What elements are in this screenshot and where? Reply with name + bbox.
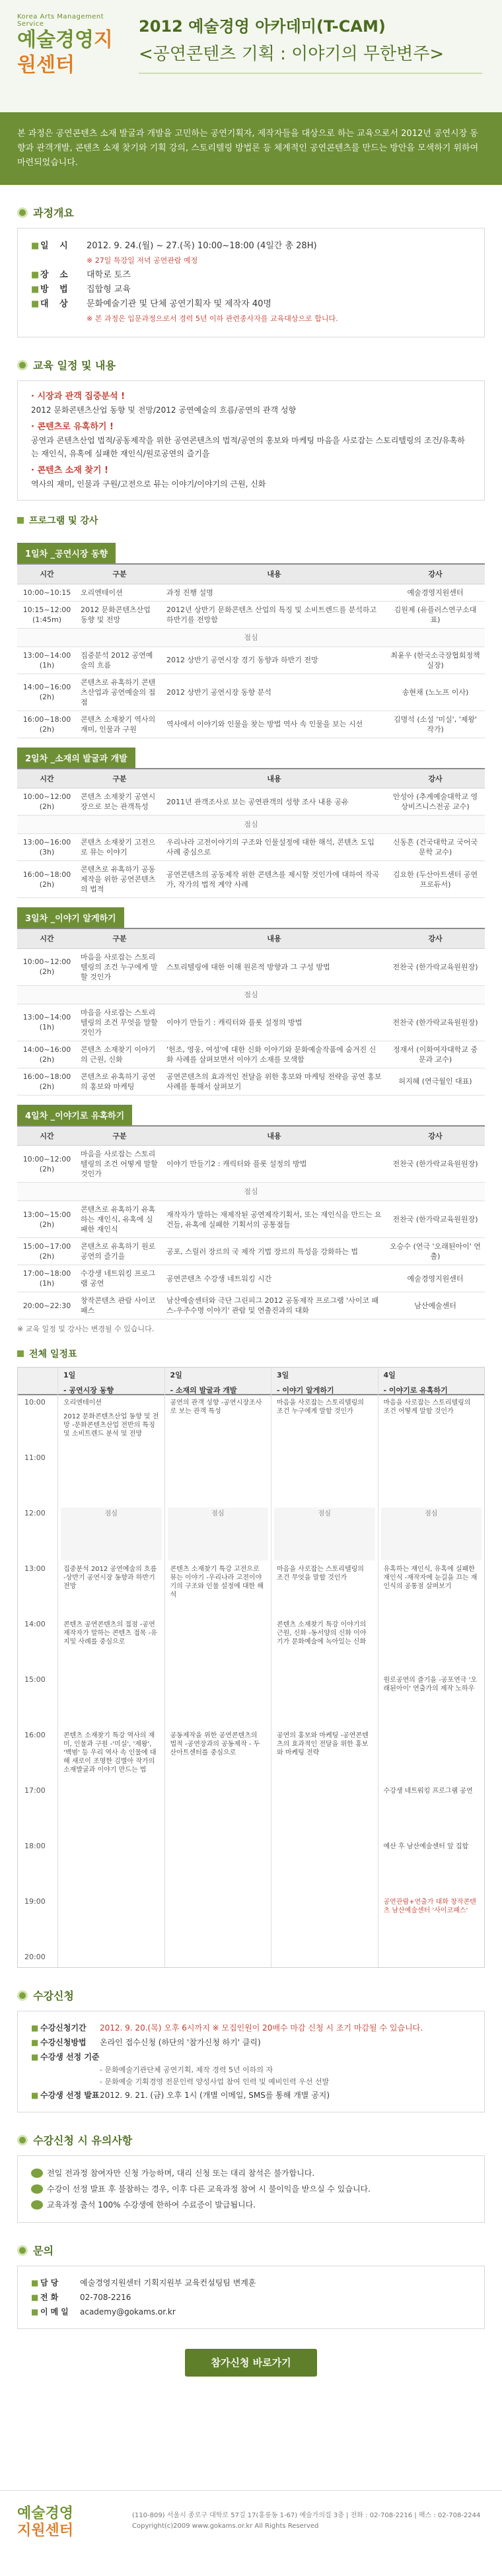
apply-value: 2012. 9. 21. (금) 오후 1시 (개별 이메일, SMS를 통해 개별 공지) <box>100 2091 330 2100</box>
content-heading: · 시장과 관객 집중분석 ! <box>31 392 125 401</box>
time-label: 17:00 <box>24 1786 46 1795</box>
bullet-icon: ■ <box>31 2091 39 2100</box>
speaker-cell: 정재서 (이화여자대학교 중문과 교수) <box>386 1041 485 1068</box>
content-cell: 과정 진행 설명 <box>162 584 386 601</box>
category-cell: 콘텐츠로 유혹하기 공동제작을 위한 공연콘텐츠의 법적 <box>77 861 162 898</box>
overview-row <box>31 283 471 297</box>
overview-row <box>31 297 471 326</box>
content-cell: 이야기 만들기 : 캐릭터와 플롯 설정의 방법 <box>162 1004 386 1041</box>
time-label: 15:00 <box>24 1675 46 1684</box>
content-cell: 재작자가 말하는 재제작된 공연제작기획서, 또는 재인식을 만드는 요건들, 유혹에 실패한 기획서의 공통점들 <box>162 1201 386 1238</box>
overview-box <box>17 228 485 337</box>
speaker-cell: 전찬국 (한가락교육원원장) <box>386 1146 485 1183</box>
category-cell: 콘텐츠로 유혹하기 콘텐츠산업과 공연예술의 접점 <box>77 674 162 711</box>
footer-address: (110-809) 서울시 종로구 대학로 57길 17(홍릉동 1-67) 예술가의집 3층 | 전화 : 02-708-2216 | 팩스 : 02-708-2244 <box>132 2512 481 2519</box>
speaker-cell: 오승수 (연극 '오래된아이' 연출) <box>386 1238 485 1265</box>
course-title: <공연콘텐츠 기획 : 이야기의 무한변주> <box>139 44 445 64</box>
timetable <box>17 1367 485 1968</box>
timetable-day-header <box>57 1368 164 1394</box>
overview-value: 대학로 토즈 <box>87 270 131 280</box>
table-row <box>17 834 485 861</box>
content-cell: 남산예술센터와 극단 그린피그 2012 공동제작 프로그램 '사이코 패스-우주수명 이야기' 관람 및 연출진과의 대화 <box>162 1292 386 1319</box>
time-cell: 10:00~12:00 (2h) <box>17 788 77 816</box>
footer-logo-accent: 지원센터 <box>17 2523 74 2539</box>
overview-value: 집합형 교육 <box>87 285 131 295</box>
category-cell: 콘텐츠로 유혹하기 유혹하는 재인식, 유혹에 실패한 재인식 <box>77 1201 162 1238</box>
content-text: 역사의 재미, 인물과 구원/고전으로 뮤는 이야기/이야기의 근원, 신화 <box>31 479 266 489</box>
table-row <box>17 584 485 601</box>
contact-row <box>31 2290 471 2305</box>
timetable-cell: 공동제작을 위한 공연콘텐츠의 법적 -공연장과의 공동제작 - 두산아트센터를 중심으로 <box>170 1732 260 1757</box>
time-label: 16:00 <box>24 1731 46 1739</box>
section-title: 과정개요 <box>33 207 74 219</box>
table-row <box>17 646 485 674</box>
lunch-cell: 점심 <box>17 628 485 646</box>
category-cell: 콘텐츠 소재찾기 공연시장으로 보는 관객특성 <box>77 788 162 816</box>
table-row <box>17 1146 485 1183</box>
time-cell: 13:00~15:00 (2h) <box>17 1201 77 1238</box>
content-cell: 우리나라 고전이야기의 구조와 인물설정에 대한 해석, 콘텐츠 도입 사례 중심으로 <box>162 834 386 861</box>
table-row <box>17 601 485 628</box>
apply-value: 온라인 접수신청 (하단의 '참가신청 하기' 클릭) <box>100 2038 261 2047</box>
square-bullet-icon <box>17 1350 24 1357</box>
apply-label: 수강신청기간 <box>40 2023 87 2033</box>
overview-label: 장 소 <box>40 270 72 280</box>
bullet-icon <box>17 2245 28 2256</box>
column-header: 내용 <box>162 769 386 788</box>
table-row <box>17 788 485 816</box>
category-cell: 2012 문화콘텐츠산업 동향 및 전망 <box>77 601 162 628</box>
timetable-day-header <box>378 1368 485 1394</box>
day-label: 3일차 _이야기 알게하기 <box>17 907 124 928</box>
content-cell: 2012 상반기 공연시장 동향 분석 <box>162 674 386 711</box>
program-table <box>17 563 485 738</box>
time-cell: 14:00~16:00 (2h) <box>17 674 77 711</box>
bullet-icon: ■ <box>31 299 40 309</box>
apply-box <box>17 2011 485 2112</box>
timetable-section <box>0 1347 502 1968</box>
footer <box>0 2490 502 2576</box>
section-title: 교육 일정 및 내용 <box>33 359 116 372</box>
time-cell: 16:00~18:00 (2h) <box>17 711 77 738</box>
time-label: 10:00 <box>24 1398 46 1407</box>
caution-text: 전일 전과정 참여자만 신청 가능하며, 대리 신청 또는 대리 참석은 불가합니다. <box>47 2169 315 2178</box>
apply-row <box>31 2088 471 2103</box>
bullet-icon: ■ <box>31 285 40 295</box>
table-row <box>17 674 485 711</box>
speaker-cell: 안성아 (추계예술대학교 영상비즈니스전공 교수) <box>386 788 485 816</box>
apply-row <box>31 2035 471 2050</box>
speaker-cell: 김원제 (유플러스연구소대표) <box>386 601 485 628</box>
lunch-cell: 점심 <box>168 1508 269 1560</box>
section-title: 수강신청 <box>33 1990 74 2002</box>
bullet-icon <box>17 360 28 370</box>
timetable-cell: 마음을 사로잡는 스토리텔링의 조건 무엇을 말할 것인가 <box>277 1566 364 1582</box>
check-icon <box>31 2169 43 2178</box>
speaker-cell: 전찬국 (한가락교육원원장) <box>386 1201 485 1238</box>
content-cell: 2012 상반기 공연시장 경기 동향과 하반기 전망 <box>162 646 386 674</box>
apply-value <box>100 2050 471 2064</box>
overview-label: 일 시 <box>40 241 72 251</box>
content-cell: 2011년 관객조사로 보는 공연관객의 성향 조사 내용 공유 <box>162 788 386 816</box>
caution-item <box>31 2165 471 2181</box>
timetable-cell: 콘텐츠 소재찾기 특강 이야기의 근원, 신화 -동서양의 신화 이야기가 문화예술에 녹아있는 신화 <box>277 1621 367 1646</box>
contact-row <box>31 2305 471 2319</box>
column-header: 강사 <box>386 928 485 948</box>
column-header: 시간 <box>17 564 77 584</box>
timetable-title: 전체 일정표 <box>29 1349 77 1360</box>
overview-label: 대 상 <box>40 299 72 309</box>
column-header: 강사 <box>386 564 485 584</box>
content-heading: · 콘텐츠로 유혹하기 ! <box>31 422 114 432</box>
timetable-column <box>164 1395 271 1967</box>
content-cell: 공연콘텐츠의 효과적인 전달을 위한 홍보와 마케팅 전략을 공연 홍보 사례를 통해서 살펴보기 <box>162 1068 386 1095</box>
timetable-cell: 원로공연의 즐기을 -공포연극 '오래된아이' 연출가의 제작 노하우 <box>383 1677 477 1692</box>
apply-row <box>31 2050 471 2064</box>
timetable-column <box>378 1395 485 1967</box>
bullet-icon: ■ <box>31 241 40 251</box>
category-cell: 마음을 사로잡는 스토리텔링의 조건 무엇을 말할 것인가 <box>77 1004 162 1041</box>
category-cell: 수강생 네트워킹 프로그램 공연 <box>77 1265 162 1292</box>
time-label: 13:00 <box>24 1564 46 1573</box>
column-header: 내용 <box>162 1126 386 1146</box>
bullet-icon: ■ <box>31 2052 39 2062</box>
timetable-header <box>18 1368 484 1395</box>
time-cell: 16:00~18:00 (2h) <box>17 861 77 898</box>
category-cell: 콘텐츠 소재찾기 고전으로 뮤는 이야기 <box>77 834 162 861</box>
program-section <box>0 514 502 1334</box>
category-cell: 마음을 사로잡는 스토리텔링의 조건 누구에게 말할 것인가 <box>77 948 162 985</box>
bullet-icon <box>17 1990 28 2001</box>
content-cell: 이야기 만들기2 : 캐릭터와 플롯 설정의 방법 <box>162 1146 386 1183</box>
content-cell: 공연콘텐츠의 공동제작 위한 콘텐츠를 제시할 것인가에 대하여 작곡가, 작가의 법적 계약 사례 <box>162 861 386 898</box>
table-row <box>17 1004 485 1041</box>
program-table <box>17 1125 485 1320</box>
apply-button[interactable]: 참가신청 바로가기 <box>185 2349 317 2377</box>
content-text: 공연과 콘텐츠산업 법적/공동제작을 위한 공연콘텐츠의 법적/공연의 홍보와 마케팅 마음을 사로잡는 스토리텔링의 조건/유혹하는 재인식, 유혹에 실패한 재인식/원로공연의 즐기을 <box>31 436 465 458</box>
section-title: 문의 <box>33 2245 54 2257</box>
timetable-column <box>271 1395 378 1967</box>
content-cell: 스토리텔링에 대한 이해 원론적 방향과 그 구성 방법 <box>162 948 386 985</box>
content-cell: '헌조, 영웅, 여성'에 대한 신화 이야기와 문화예술작품에 숨겨진 신화 사례를 살펴보면서 이야기 소재를 모색함 <box>162 1041 386 1068</box>
section-title: 수강신청 시 유의사항 <box>33 2134 133 2147</box>
table-row <box>17 1201 485 1238</box>
program-days <box>17 534 485 1319</box>
caution-text: 교육과정 출석 100% 수강생에 한하여 수료증이 발급됩니다. <box>47 2200 256 2210</box>
bullet-icon: ■ <box>31 2023 39 2033</box>
caution-section <box>0 2132 502 2223</box>
day-subtitle: - 소재의 발굴과 개발 <box>164 1383 271 1398</box>
contact-label: 담당 <box>40 2278 61 2287</box>
contact-row <box>31 2276 471 2290</box>
column-header: 강사 <box>386 1126 485 1146</box>
timetable-day-header <box>164 1368 271 1394</box>
day-subtitle: - 이야기 알게하기 <box>271 1383 378 1398</box>
overview-note: ※ 27일 특강일 저녁 공연관람 예정 <box>87 256 198 265</box>
program-table <box>17 768 485 899</box>
header <box>0 0 502 112</box>
content-cell: 공포, 스릴러 장르의 국 제작 기법 장르의 특성을 강화하는 법 <box>162 1238 386 1265</box>
content-text: 2012 문화콘텐츠산업 동향 및 전망/2012 공연예술의 흐름/공연의 관객 성향 <box>31 405 297 415</box>
speaker-cell: 송현채 (노노프 이사) <box>386 674 485 711</box>
time-cell: 10:15~12:00 (1:45m) <box>17 601 77 628</box>
contact-value[interactable]: academy@gokams.or.kr <box>80 2307 176 2316</box>
contact-section <box>0 2243 502 2329</box>
column-header: 내용 <box>162 564 386 584</box>
category-cell: 집중분석 2012 공연예술의 흐름 <box>77 646 162 674</box>
timetable-cell: 수강생 네트워킹 프로그램 공연 <box>383 1788 473 1795</box>
time-label: 20:00 <box>24 1953 46 1961</box>
timetable-cell: 오리엔테이션 <box>63 1399 102 1407</box>
column-header: 시간 <box>17 928 77 948</box>
column-header: 구분 <box>77 564 162 584</box>
speaker-cell: 허지혜 (연극월인 대표) <box>386 1068 485 1095</box>
day-label: 1일차 _공연시장 동향 <box>17 543 116 563</box>
contact-label: 이메일 <box>40 2307 71 2316</box>
category-cell: 오리엔테이션 <box>77 584 162 601</box>
column-header: 구분 <box>77 1126 162 1146</box>
table-row <box>17 628 485 646</box>
square-bullet-icon <box>17 517 24 524</box>
footer-copyright: Copyright(c)2009 www.gokams.or.kr All Rights Reserved <box>132 2523 319 2530</box>
time-cell: 10:00~10:15 <box>17 584 77 601</box>
table-row <box>17 1238 485 1265</box>
overview-value: 2012. 9. 24.(월) ~ 27.(목) 10:00~18:00 (4일간 총 28H) ※ 27일 특강일 저녁 공연관람 예정 <box>87 239 471 268</box>
bullet-icon <box>17 2135 28 2145</box>
speaker-cell: 전찬국 (한가락교육원원장) <box>386 948 485 985</box>
column-header: 구분 <box>77 928 162 948</box>
time-label: 12:00 <box>24 1509 46 1517</box>
speaker-cell: 김요한 (두산아트센터 공연프로듀서) <box>386 861 485 898</box>
apply-section <box>0 1988 502 2112</box>
bullet-icon: ■ <box>31 2038 39 2047</box>
footer-logo <box>17 2505 73 2540</box>
title-block <box>139 13 482 65</box>
timetable-columns <box>57 1395 484 1967</box>
table-row <box>17 1265 485 1292</box>
speaker-cell: 예술경영지원센터 <box>386 584 485 601</box>
bullet-icon: ■ <box>31 2307 39 2316</box>
program-title: 프로그램 및 강사 <box>29 516 98 526</box>
day-number: 1일 <box>57 1368 164 1383</box>
category-cell: 콘텐츠로 유혹하기 공연의 홍보와 마케팅 <box>77 1068 162 1095</box>
caution-text: 수강이 선정 발표 후 불참하는 경우, 이후 다른 교육과정 참여 시 불이익을 받으실 수 있습니다. <box>47 2184 371 2194</box>
time-cell: 16:00~18:00 (2h) <box>17 1068 77 1095</box>
check-icon <box>31 2200 43 2210</box>
table-row <box>17 1041 485 1068</box>
table-row <box>17 985 485 1004</box>
category-cell: 마음을 사로잡는 스토리텔링의 조건 어떻게 말할 것인가 <box>77 1146 162 1183</box>
day-label: 2일차 _소재의 발굴과 개발 <box>17 748 135 768</box>
time-label: 11:00 <box>24 1453 46 1462</box>
day-subtitle: - 공연시장 동향 <box>57 1383 164 1398</box>
time-cell: 13:00~16:00 (3h) <box>17 834 77 861</box>
timetable-cell: 공연의 홍보와 마케팅 -공연콘텐츠의 효과적인 전달을 위한 홍보와 마케팅 전략 <box>277 1732 369 1757</box>
overview-row <box>31 268 471 283</box>
column-header: 시간 <box>17 1126 77 1146</box>
apply-sub-item: - 문화예술기관단체 공연기획, 제작 경력 5년 이하의 자 <box>100 2066 273 2074</box>
content-cell: 2012년 상반기 문화콘텐츠 산업의 특징 및 소비트렌드를 분석하고 하반기를 전망함 <box>162 601 386 628</box>
timetable-cell: 유혹하는 재인식, 유혹에 실패한 재인식 -재작자에 눈길을 끄는 재인식의 공통점 살펴보기 <box>383 1566 478 1590</box>
time-cell: 10:00~12:00 (2h) <box>17 1146 77 1183</box>
apply-row <box>31 2021 471 2035</box>
logo-accent-text: 지원센터 <box>17 28 113 77</box>
apply-label: 수강생 선정 기준 <box>40 2052 100 2062</box>
lunch-cell: 점심 <box>381 1508 482 1560</box>
academy-title: 2012 예술경영 아카데미(T-CAM) <box>139 17 386 36</box>
intro-text: 본 과정은 공연콘텐츠 소재 발굴과 개발을 고민하는 공연기획자, 제작자들을 대상으로 하는 교육으로서 2012년 공연시장 동향과 관객개발, 콘텐츠 소재 찾기와 기획 강의, 스토리텔링 방법론 등 체계적인 공연콘텐츠를 만드는 방안을 모색하기 위하여 마련되었습니다. <box>0 112 502 185</box>
overview-row <box>31 239 471 268</box>
content-cell: 공연콘텐츠 수강생 네트워킹 시간 <box>162 1265 386 1292</box>
bullet-icon: ■ <box>31 270 40 280</box>
column-header: 시간 <box>17 769 77 788</box>
timetable-cell: 마음을 사로잡는 스토리텔링의 조건 누구에게 말할 것인가 <box>277 1399 364 1415</box>
overview-value: 문화예술기관 및 단체 공연기획자 및 제작자 40명 ※ 본 과정은 입문과정으로서 경력 5년 이하 관련종사자를 교육대상으로 합니다. <box>87 297 471 326</box>
content-cell: 역사에서 이야기와 인물을 찾는 방법 역사 속 인물을 보는 시선 <box>162 711 386 738</box>
day-number: 4일 <box>378 1368 485 1383</box>
apply-label: 수강신청방법 <box>40 2038 87 2047</box>
time-label: 14:00 <box>24 1620 46 1628</box>
category-cell: 콘텐츠로 유혹하기 원로공연의 즐기을 <box>77 1238 162 1265</box>
logo <box>17 13 129 78</box>
lunch-cell: 점심 <box>274 1508 375 1560</box>
lunch-cell: 점심 <box>17 985 485 1004</box>
day-label: 4일차 _이야기로 유혹하기 <box>17 1105 132 1125</box>
overview-section <box>0 205 502 337</box>
time-label: 18:00 <box>24 1842 46 1850</box>
check-icon <box>31 2184 43 2194</box>
footer-logo-main: 예술경영 <box>17 2505 74 2522</box>
contact-box <box>17 2266 485 2329</box>
bullet-icon <box>17 207 28 218</box>
bullet-icon: ■ <box>31 2278 39 2287</box>
table-row <box>17 816 485 834</box>
speaker-cell: 예술경영지원센터 <box>386 1265 485 1292</box>
day-subtitle: - 이야기로 유혹하기 <box>378 1383 485 1398</box>
timetable-cell: 집중분석 2012 공연예술의 흐름 -상반기 공연시장 동향과 하반기 전망 <box>63 1566 157 1590</box>
timetable-cell: 콘텐츠 공연콘텐츠의 접점 -공연제작자가 말하는 콘텐츠 접목 -유지및 사례를 중심으로 <box>63 1621 157 1646</box>
content-box <box>17 380 485 501</box>
header-divider <box>139 73 482 74</box>
apply-sub-item: - 문화예술 기획경영 전문인력 양성사업 참여 인력 및 예비인력 우선 선발 <box>100 2077 330 2086</box>
speaker-cell: 신동흔 (건국대학교 국어국문학 교수) <box>386 834 485 861</box>
content-section <box>0 357 502 501</box>
table-row <box>17 1068 485 1095</box>
program-table <box>17 928 485 1096</box>
logo-main-text: 예술경영 <box>17 28 94 52</box>
timetable-column <box>57 1395 164 1967</box>
time-cell: 13:00~14:00 (1h) <box>17 1004 77 1041</box>
timetable-cell: 콘텐츠 소재찾기 특강 고전으로 뮤는 이야기 -우리나라 고전이야기의 구조와 인물 설정에 대한 해석 <box>170 1566 264 1599</box>
speaker-cell: 김명석 (소설 '미실', '제왕' 작가) <box>386 711 485 738</box>
table-row <box>17 1183 485 1201</box>
speaker-cell: 최윤우 (한국소극장협회정책실장) <box>386 646 485 674</box>
timetable-cell: 공연의 관객 성향 -공연시장조사로 보는 관객 특성 <box>170 1399 262 1415</box>
caution-item <box>31 2181 471 2197</box>
table-row <box>17 861 485 898</box>
speaker-cell: 전찬국 (한가락교육원원장) <box>386 1004 485 1041</box>
time-label: 19:00 <box>24 1897 46 1906</box>
contact-label: 전화 <box>40 2293 61 2302</box>
content-heading: · 콘텐츠 소재 찾기 ! <box>31 466 108 475</box>
program-note: ※ 교육 일정 및 강사는 변경될 수 있습니다. <box>17 1325 155 1333</box>
timetable-day-header <box>271 1368 378 1394</box>
caution-box <box>17 2155 485 2223</box>
category-cell: 콘텐츠 소재찾기 이야기의 근원, 신화 <box>77 1041 162 1068</box>
table-row <box>17 1292 485 1319</box>
category-cell: 콘텐츠 소재찾기 역사의 재미, 인물과 구원 <box>77 711 162 738</box>
category-cell: 창작콘텐츠 관람 사이코패스 <box>77 1292 162 1319</box>
logo-subtitle: Korea Arts Management Service <box>17 13 104 28</box>
apply-label: 수강생 선정 발표 <box>40 2091 100 2100</box>
bullet-icon: ■ <box>31 2293 39 2302</box>
timetable-cell: 예산 후 남산예술센터 앞 집합 <box>383 1843 469 1850</box>
time-cell: 20:00~22:30 <box>17 1292 77 1319</box>
timetable-cell: 마음을 사로잡는 스토리텔링의 조건 어떻게 말할 것인가 <box>383 1399 471 1415</box>
time-cell: 13:00~14:00 (1h) <box>17 646 77 674</box>
time-cell: 17:00~18:00 (1h) <box>17 1265 77 1292</box>
speaker-cell: 남산예술센터 <box>386 1292 485 1319</box>
contact-value: 예술경영지원센터 기획지원부 교육컨설팅팀 변계훈 <box>80 2278 256 2287</box>
table-row <box>17 948 485 985</box>
timetable-cell: 2012 문화콘텐츠산업 동향 및 전망 -문화콘텐츠산업 전반의 특징 및 소비트렌드 분석 및 전망 <box>63 1413 159 1438</box>
lunch-cell: 점심 <box>17 1183 485 1201</box>
caution-item <box>31 2197 471 2213</box>
time-cell: 10:00~12:00 (2h) <box>17 948 77 985</box>
table-row <box>17 711 485 738</box>
column-header: 강사 <box>386 769 485 788</box>
time-cell: 14:00~16:00 (2h) <box>17 1041 77 1068</box>
overview-note: ※ 본 과정은 입문과정으로서 경력 5년 이하 관련종사자를 교육대상으로 합니다. <box>87 314 338 323</box>
timetable-cell: 콘텐츠 소재찾기 특강 역사의 재미, 인물과 구원 -'미실', '제왕', '백범' 등 우리 역사 속 인물에 대해 새로이 조명한 김별아 작가의 소재발굴과 이야기 만드는 법 <box>63 1732 157 1774</box>
overview-label: 방 법 <box>40 285 72 295</box>
column-header: 내용 <box>162 928 386 948</box>
lunch-cell: 점심 <box>61 1508 162 1560</box>
day-number: 3일 <box>271 1368 378 1383</box>
lunch-cell: 점심 <box>17 816 485 834</box>
day-number: 2일 <box>164 1368 271 1383</box>
time-cell: 15:00~17:00 (2h) <box>17 1238 77 1265</box>
apply-value: 2012. 9. 20.(목) 오후 6시까지 ※ 모집인원이 20배수 마감 신청 시 조기 마감될 수 있습니다. <box>100 2023 423 2033</box>
column-header: 구분 <box>77 769 162 788</box>
contact-value: 02-708-2216 <box>80 2293 131 2302</box>
timetable-cell: 공연관람+연출가 대화 창작콘텐츠 남산예술센터 '사이코패스' <box>383 1898 476 1914</box>
